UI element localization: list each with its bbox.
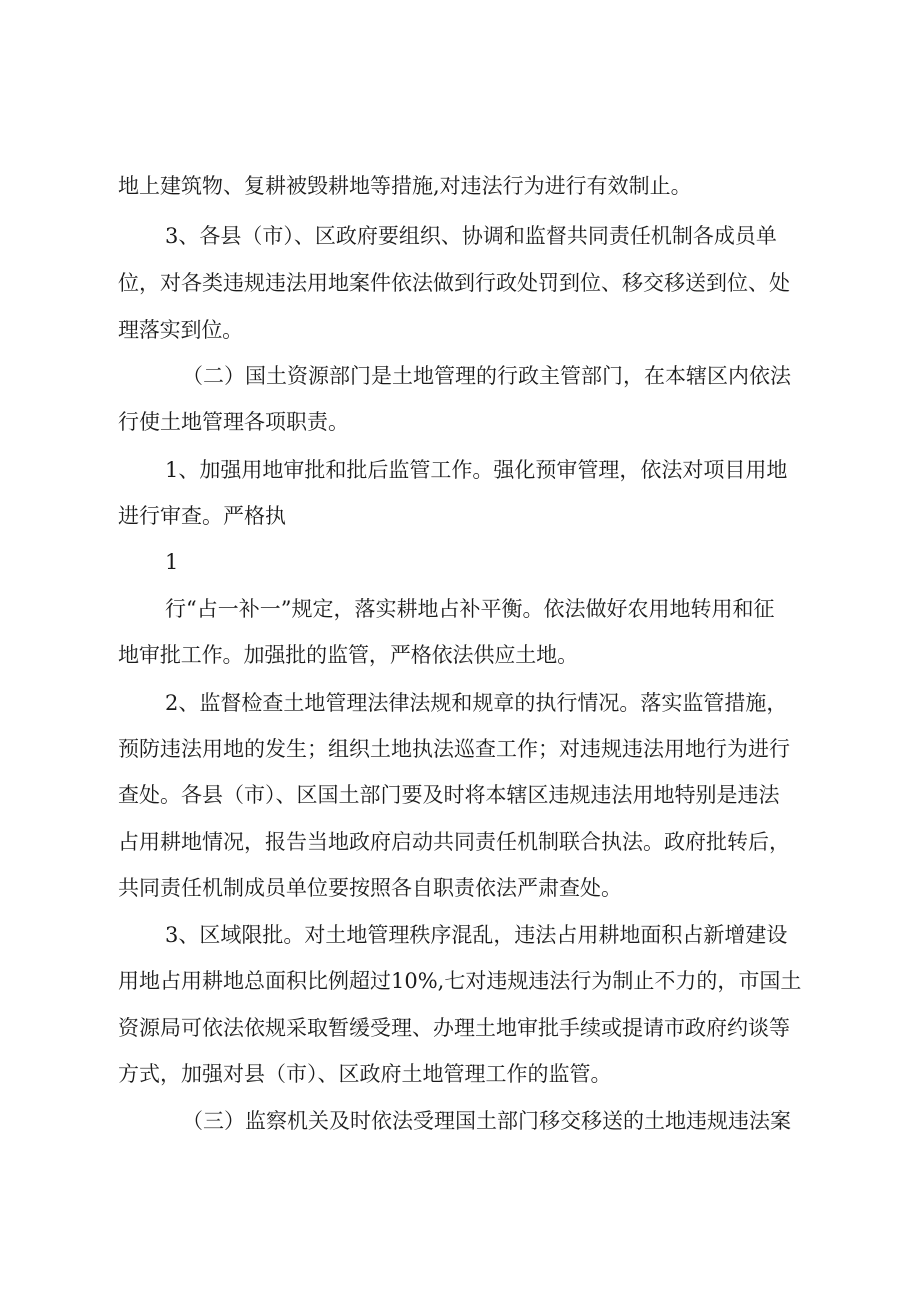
text-line: 预防违法用地的发生；组织土地执法巡查工作；对违规违法用地行为进行 — [118, 737, 790, 761]
text-line: 理落实到位。 — [118, 318, 243, 342]
text-line: 占用耕地情况，报告当地政府启动共同责任机制联合执法。政府批转后， — [118, 830, 790, 854]
page-number: 1 — [165, 550, 179, 574]
text-line: 地上建筑物、复耕被毁耕地等措施,对违法行为进行有效制止。 — [118, 174, 692, 198]
text-line: 进行审查。严格执 — [118, 504, 286, 528]
text-line: 1、加强用地审批和批后监管工作。强化预审管理，依法对项目用地 — [165, 458, 788, 482]
text-line: （三）监察机关及时依法受理国土部门移交移送的土地违规违法案 — [182, 1109, 791, 1133]
text-line: 位，对各类违规违法用地案件依法做到行政处罚到位、移交移送到位、处 — [118, 271, 790, 295]
text-line: 资源局可依法依规采取暂缓受理、办理土地审批手续或提请市政府约谈等 — [118, 1016, 790, 1040]
text-line: 方式，加强对县（市）、区政府土地管理工作的监管。 — [118, 1062, 612, 1086]
text-line: 3、各县（市）、区政府要组织、协调和监督共同责任机制各成员单 — [165, 224, 777, 248]
text-line: （二）国土资源部门是土地管理的行政主管部门，在本辖区内依法 — [182, 364, 791, 388]
text-line: 行“占一补一”规定，落实耕地占补平衡。依法做好农用地转用和征 — [165, 597, 775, 621]
text-line: 查处。各县（市）、区国土部门要及时将本辖区违规违法用地特别是违法 — [118, 783, 780, 807]
text-line: 行使土地管理各项职责。 — [118, 410, 349, 434]
text-line: 地审批工作。加强批的监管，严格依法供应土地。 — [118, 643, 578, 667]
text-line: 2、监督检查土地管理法律法规和规章的执行情况。落实监管措施， — [165, 691, 788, 715]
text-line: 3、区域限批。对土地管理秩序混乱，违法占用耕地面积占新增建设 — [165, 923, 788, 947]
text-line: 共同责任机制成员单位要按照各自职责依法严肃查处。 — [118, 876, 622, 900]
text-line: 用地占用耕地总面积比例超过10%,七对违规违法行为制止不力的，市国土 — [118, 969, 802, 993]
